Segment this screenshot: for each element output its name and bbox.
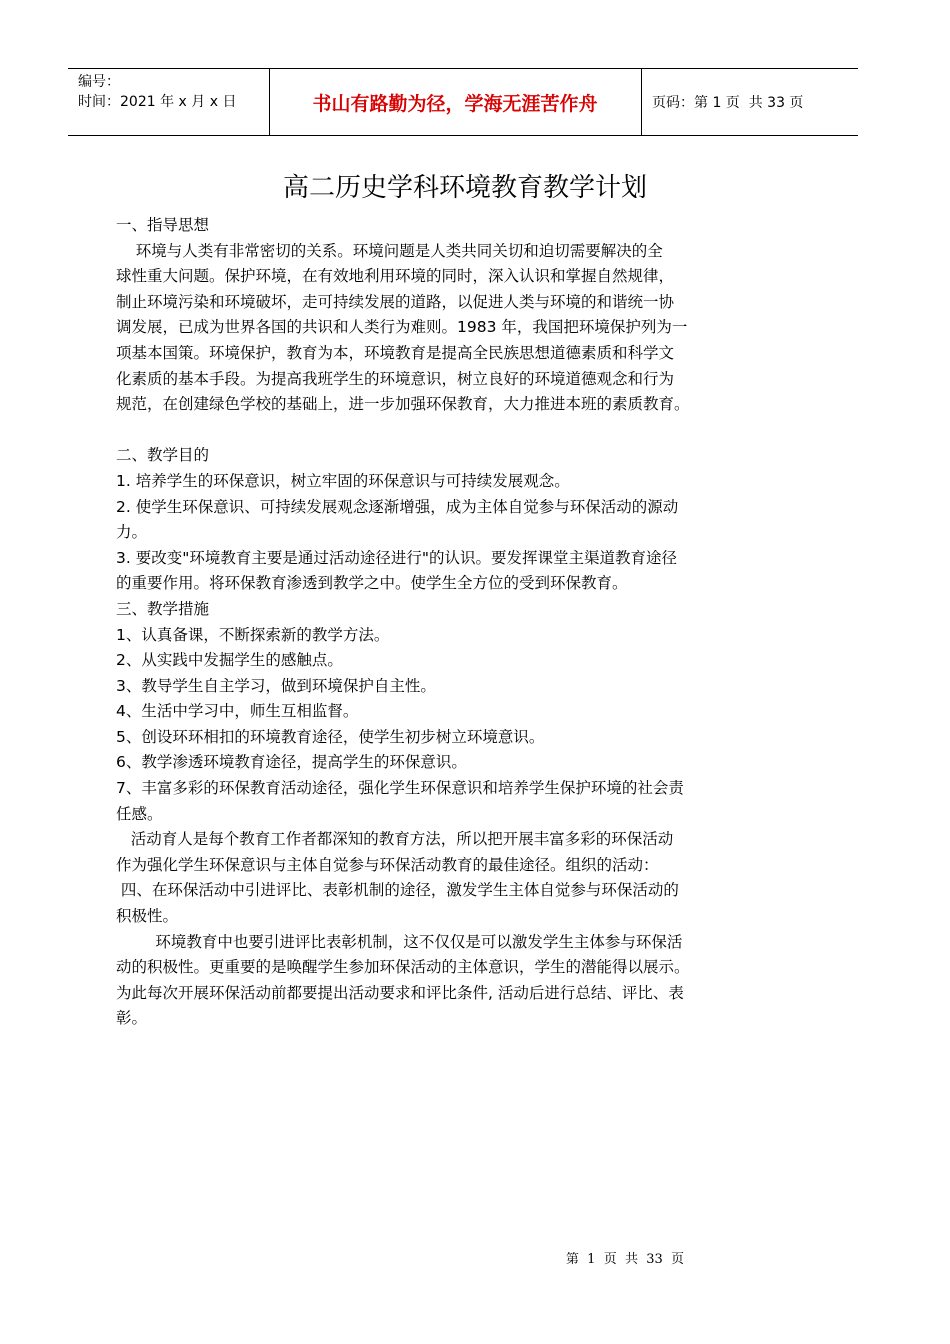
body-line: 一、指导思想 — [116, 216, 210, 234]
header-motto: 书山有路勤为径，学海无涯苦作舟 — [312, 92, 598, 115]
body-line: 2、从实践中发掘学生的感触点。 — [116, 651, 343, 670]
body-line: 规范，在创建绿色学校的基础上，进一步加强环保教育，大力推进本班的素质教育。 — [116, 395, 690, 414]
header-meta — [78, 72, 236, 112]
body-line: 化素质的基本手段。为提高我班学生的环境意识，树立良好的环境道德观念和行为 — [116, 369, 675, 388]
body-line: 球性重大问题。保护环境，在有效地利用环境的同时，深入认识和掌握自然规律， — [116, 267, 675, 286]
body-line: 6、教学渗透环境教育途径，提高学生的环保意识。 — [116, 753, 467, 772]
blank-line — [116, 418, 836, 444]
body-line: 二、教学目的 — [116, 446, 210, 465]
body-line: 的重要作用。将环保教育渗透到教学之中。使学生全方位的受到环保教育。 — [116, 574, 628, 593]
body-line: 调发展，已成为世界各国的共识和人类行为难则。1983 年，我国把环境保护列为一 — [116, 318, 688, 337]
serial-number-label: 编号： — [78, 74, 120, 90]
page-footer: 第 1 页 共 33 页 — [565, 1252, 685, 1267]
body-line: 动的积极性。更重要的是唤醒学生参加环保活动的主体意识，学生的潜能得以展示。 — [116, 958, 690, 977]
header-divider — [641, 69, 642, 135]
body-line: 任感。 — [116, 804, 163, 823]
document-body — [116, 213, 836, 1032]
body-line: 2. 使学生环保意识、可持续发展观念逐渐增强，成为主体自觉参与环保活动的源动 — [116, 497, 679, 516]
body-line: 环境教育中也要引进评比表彰机制，这不仅仅是可以激发学生主体参与环保活 — [116, 932, 683, 951]
body-line: 1. 培养学生的环保意识，树立牢固的环保意识与可持续发展观念。 — [116, 471, 570, 490]
body-line: 四、在环保活动中引进评比、表彰机制的途径，激发学生主体自觉参与环保活动的 — [116, 881, 679, 900]
body-line: 积极性。 — [116, 907, 179, 926]
body-line: 4、生活中学习中，师生互相监督。 — [116, 702, 359, 721]
body-line: 三、教学措施 — [116, 599, 210, 618]
body-line: 项基本国策。环境保护，教育为本，环境教育是提高全民族思想道德素质和科学文 — [116, 343, 675, 362]
body-line: 7、丰富多彩的环保教育活动途径，强化学生环保意识和培养学生保护环境的社会责 — [116, 779, 684, 798]
body-line: 活动育人是每个教育工作者都深知的教育方法，所以把开展丰富多彩的环保活动 — [116, 830, 674, 849]
header-page-info: 页码：第 1 页 共 33 页 — [652, 95, 804, 111]
body-line: 1、认真备课，不断探索新的教学方法。 — [116, 625, 390, 644]
date-label: 时间：2021 年 x 月 x 日 — [78, 94, 237, 110]
body-line: 3. 要改变"环境教育主要是通过活动途径进行"的认识。要发挥课堂主渠道教育途径 — [116, 548, 677, 567]
document-title: 高二历史学科环境教育教学计划 — [282, 173, 647, 203]
body-line: 力。 — [116, 523, 148, 542]
body-line: 3、教导学生自主学习，做到环境保护自主性。 — [116, 676, 436, 695]
body-line: 为此每次开展环保活动前都要提出活动要求和评比条件, 活动后进行总结、评比、表 — [116, 983, 684, 1002]
body-line: 制止环境污染和环境破坏，走可持续发展的道路，以促进人类与环境的和谐统一协 — [116, 292, 675, 311]
document-header — [68, 68, 858, 136]
body-line: 作为强化学生环保意识与主体自觉参与环保活动教育的最佳途径。组织的活动： — [116, 855, 659, 874]
body-line: 5、创设环环相扣的环境教育途径，使学生初步树立环境意识。 — [116, 727, 545, 746]
body-line: 彰。 — [116, 1009, 148, 1028]
body-line: 环境与人类有非常密切的关系。环境问题是人类共同关切和迫切需要解决的全 — [116, 241, 663, 260]
